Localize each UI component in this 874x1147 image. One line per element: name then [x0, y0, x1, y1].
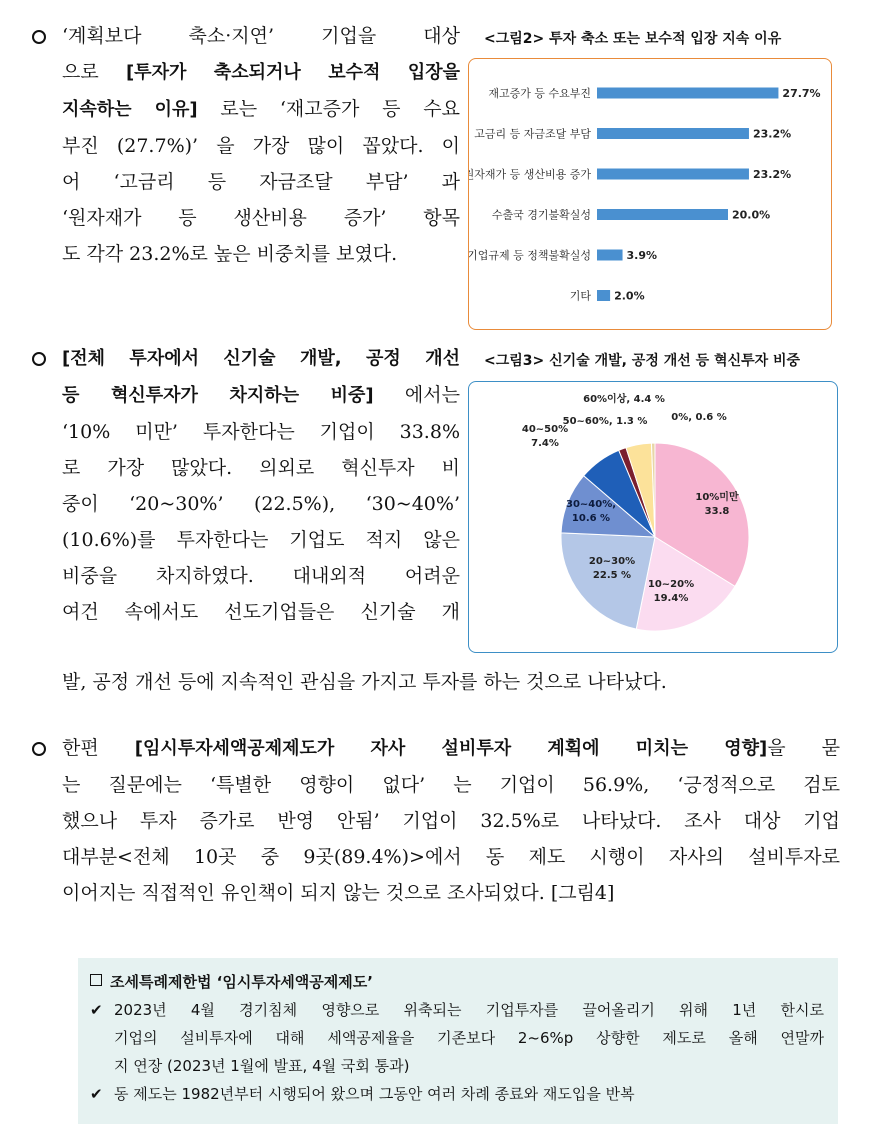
text-run: ‘원자재가 등 생산비용 증가’ 항목 — [62, 207, 460, 229]
text-run: 어 ‘고금리 등 자금조달 부담’ 과 — [62, 171, 460, 193]
bar — [597, 290, 610, 301]
bar — [597, 88, 778, 99]
bar-category-label: 고금리 등 자금조달 부담 — [474, 127, 591, 141]
bar-category-label: 수출국 경기불확실성 — [491, 208, 591, 222]
bar — [597, 209, 728, 220]
bold-phrase: [전체 투자에서 신기술 개발, 공정 개선 — [62, 348, 460, 369]
section2-bullet — [32, 352, 46, 366]
text-run: 로는 ‘재고증가 등 수요 — [197, 98, 460, 120]
text-run: 을 묻 — [767, 737, 840, 759]
note-line: 지 연장 (2023년 1월에 발표, 4월 국회 통과) — [114, 1057, 410, 1075]
bar-category-label: 기타 — [569, 289, 591, 303]
pie-label: 10~20% — [647, 579, 695, 590]
check-icon: ✔ — [90, 1001, 103, 1019]
figure3-pie-chart — [469, 382, 837, 652]
bar — [597, 169, 749, 180]
text-line — [62, 377, 460, 414]
bar-value-label: 20.0% — [732, 208, 771, 222]
text-run: 도 각각 23.2%로 높은 비중치를 보였다. — [62, 243, 398, 265]
text-run: 로 가장 많았다. 의외로 혁신투자 비 — [62, 457, 460, 479]
text-line — [62, 128, 460, 164]
bar-value-label: 27.7% — [782, 87, 821, 100]
text-run: ‘10% 미만’ 투자한다는 기업이 33.8% — [62, 421, 460, 443]
section3-paragraph — [62, 730, 840, 911]
bold-phrase: [임시투자세액공제제도가 자사 설비투자 계획에 미치는 영향] — [134, 738, 768, 759]
text-line — [62, 875, 840, 911]
text-run: 했으나 투자 증가로 반영 안됨’ 기업이 32.5%로 나타났다. 조사 대상 기업 — [62, 810, 840, 832]
figure3-chart-box — [468, 381, 838, 653]
text-run: 비중을 차지하였다. 대내외적 어려운 — [62, 565, 460, 587]
tax-law-note-box — [78, 958, 838, 1124]
text-run: 대부분<전체 10곳 중 9곳(89.4%)>에서 동 제도 시행이 자사의 설비투자로 — [62, 846, 840, 868]
section2-paragraph — [62, 340, 460, 630]
square-bullet-icon — [90, 974, 102, 986]
bar-value-label: 23.2% — [752, 168, 792, 181]
pie-label: 50~60%, 1.3 % — [562, 416, 648, 427]
pie-value-label: 7.4% — [531, 438, 559, 449]
text-line — [62, 558, 460, 594]
figure2-title: <그림2> 투자 축소 또는 보수적 입장 지속 이유 — [484, 31, 782, 47]
bar — [597, 250, 623, 261]
text-line — [62, 839, 840, 875]
text-run: 으로 — [62, 61, 126, 83]
text-run: (10.6%)를 투자한다는 기업도 적지 않은 — [62, 529, 460, 551]
text-line — [62, 200, 460, 236]
section1-bullet — [32, 30, 46, 44]
section2-full-line: 발, 공정 개선 등에 지속적인 관심을 가지고 투자를 하는 것으로 나타났다. — [62, 671, 667, 693]
text-line — [62, 414, 460, 450]
bar-category-label: 기업규제 등 정책불확실성 — [469, 249, 591, 262]
pie-value-label: 33.8 — [704, 506, 730, 517]
section1-paragraph — [62, 18, 460, 272]
pie-label: 40~50% — [521, 424, 569, 435]
text-run: 에서는 — [373, 384, 460, 406]
pie-label: 0%, 0.6 % — [671, 412, 727, 423]
pie-label: 60%이상, 4.4 % — [583, 394, 665, 405]
check-icon: ✔ — [90, 1085, 103, 1103]
pie-value-label: 22.5 % — [592, 570, 632, 581]
text-line — [62, 164, 460, 200]
text-run: 한편 — [62, 737, 135, 759]
figure2-chart-box — [468, 58, 832, 330]
bold-phrase: 등 혁신투자가 차지하는 비중] — [62, 385, 374, 406]
text-line — [62, 450, 460, 486]
text-run: 부진 (27.7%)’ 을 가장 많이 꼽았다. 이 — [62, 135, 460, 157]
figure3-title: <그림3> 신기술 개발, 공정 개선 등 혁신투자 비중 — [484, 353, 801, 369]
pie-label: 20~30% — [588, 556, 636, 567]
text-line — [62, 486, 460, 522]
bold-phrase: 지속하는 이유] — [62, 99, 198, 120]
text-line — [62, 522, 460, 558]
text-line — [62, 18, 460, 54]
text-line — [62, 54, 460, 91]
text-line — [62, 803, 840, 839]
pie-label: 30~40%, — [565, 499, 617, 510]
text-run: 는 질문에는 ‘특별한 영향이 없다’ 는 기업이 56.9%, ‘긍정적으로 검토 — [62, 774, 840, 796]
note-items — [90, 996, 824, 1108]
bar-value-label: 2.0% — [614, 289, 645, 303]
text-line — [62, 767, 840, 803]
note-line: 2023년 4월 경기침체 영향으로 위축되는 기업투자를 끌어올리기 위해 1년 한시로 — [114, 1001, 824, 1019]
pie-value-label: 10.6 % — [571, 513, 611, 524]
bar-category-label: 원자재가 등 생산비용 증가 — [469, 168, 591, 181]
text-run: 중이 ‘20~30%’ (22.5%), ‘30~40%’ — [62, 493, 460, 515]
bar — [597, 128, 749, 139]
text-line — [62, 91, 460, 128]
bar-value-label: 23.2% — [752, 127, 792, 141]
figure2-bar-chart — [469, 59, 831, 329]
pie-value-label: 19.4% — [653, 593, 689, 604]
text-run: 이어지는 직접적인 유인책이 되지 않는 것으로 조사되었다. [그림4] — [62, 882, 615, 904]
text-run: ‘계획보다 축소·지연’ 기업을 대상 — [62, 25, 460, 47]
text-run: 여건 속에서도 선도기업들은 신기술 개 — [62, 601, 460, 623]
note-title-text: 조세특례제한법 ‘임시투자세액공제제도’ — [110, 973, 373, 991]
note-line: 동 제도는 1982년부터 시행되어 왔으며 그동안 여러 차례 종료와 재도입을 반복 — [114, 1085, 635, 1103]
section3-bullet — [32, 742, 46, 756]
bar-category-label: 재고증가 등 수요부진 — [488, 87, 591, 100]
note-title — [90, 968, 824, 996]
bold-phrase: [투자가 축소되거나 보수적 입장을 — [125, 62, 460, 83]
text-line — [62, 730, 840, 767]
text-line — [62, 594, 460, 630]
note-line: 기업의 설비투자에 대해 세액공제율을 기존보다 2~6%p 상향한 제도로 올해 연말까 — [114, 1029, 824, 1047]
note-item — [90, 1080, 824, 1108]
text-line — [62, 340, 460, 377]
note-item — [90, 996, 824, 1080]
pie-label: 10%미만 — [695, 492, 739, 503]
bar-value-label: 3.9% — [626, 249, 658, 262]
text-line — [62, 236, 460, 272]
